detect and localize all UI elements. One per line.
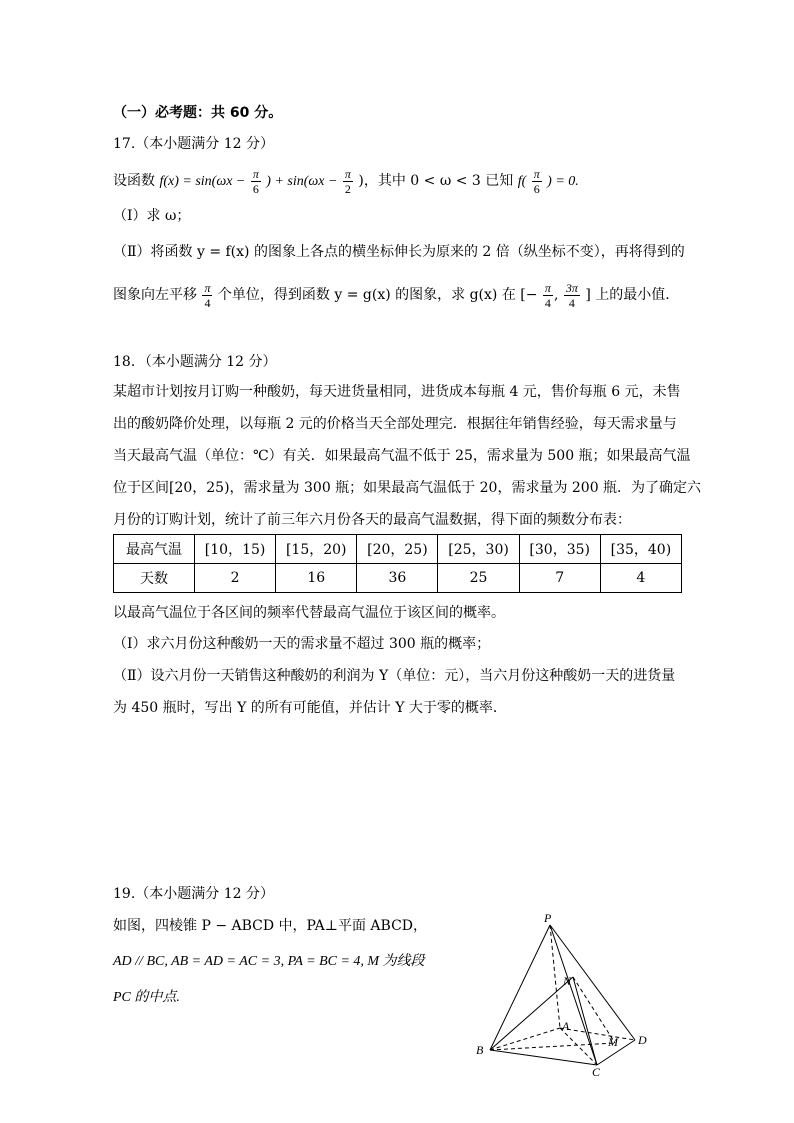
label-m: M — [608, 1035, 618, 1049]
edge-pb — [490, 925, 550, 1050]
interval-cell: [10，15) — [195, 535, 276, 564]
interval-cell: [20，25) — [357, 535, 438, 564]
fraction-pi-over-2: $\frac{\pi}{2}$ — [344, 166, 351, 196]
q19-title: 19.（本小题满分 12 分） — [113, 886, 274, 902]
count-cell: 7 — [519, 564, 600, 593]
q17-stem: 设函数 f(x) = sin(ωx − $\frac{\pi}{6}$ ) + sin(ωx − $\frac{\pi}{2}$ )，其中 0 < ω < 3 已知 f( $\frac{\pi}{6}$ ) = 0. — [113, 166, 579, 196]
table-row — [114, 535, 682, 564]
row-header: 天数 — [114, 564, 195, 593]
count-cell: 4 — [600, 564, 681, 593]
q18-part1: （Ⅰ）求六月份这种酸奶一天的需求量不超过 300 瓶的概率； — [113, 636, 491, 652]
label-b: B — [476, 1043, 484, 1057]
count-cell: 36 — [357, 564, 438, 593]
q18-paragraph-line: 出的酸奶降价处理，以每瓶 2 元的价格当天全部处理完．根据往年销售经验，每天需求量与 — [113, 416, 677, 432]
q19-line1: 如图，四棱锥 P − ABCD 中，PA⊥平面 ABCD， — [113, 918, 428, 934]
edge-bc — [490, 1050, 597, 1065]
fraction-pi-over-4-interval: $\frac{\pi}{4}$ — [544, 280, 551, 310]
segment-bm — [490, 1043, 615, 1050]
table-row — [114, 564, 682, 593]
q18-paragraph-line: 某超市计划按月订购一种酸奶，每天进货量相同，进货成本每瓶 4 元，售价每瓶 6 元，未售 — [113, 384, 681, 400]
pyramid-figure — [470, 910, 660, 1080]
interval-cell: [30，35) — [519, 535, 600, 564]
label-p: P — [544, 911, 552, 925]
interval-cell: [35，40) — [600, 535, 681, 564]
q17-title: 17.（本小题满分 12 分） — [113, 136, 274, 152]
segment-nm — [573, 977, 615, 1043]
row-header: 最高气温 — [114, 535, 195, 564]
q17-part1: （Ⅰ）求 ω； — [113, 208, 191, 224]
count-cell: 16 — [276, 564, 357, 593]
q19-line3: PC 的中点. — [113, 990, 180, 1005]
count-cell: 25 — [438, 564, 519, 593]
fraction-pi-over-6-cond: $\frac{\pi}{6}$ — [533, 166, 540, 196]
interval-cell: [25，30) — [438, 535, 519, 564]
edge-ad — [560, 1028, 635, 1040]
q18-paragraph-line: 当天最高气温（单位：℃）有关．如果最高气温不低于 25，需求量为 500 瓶；如果最高气温 — [113, 448, 691, 464]
label-a: A — [562, 1019, 570, 1033]
q17-part2-line1: （Ⅱ）将函数 y = f(x) 的图象上各点的横坐标伸长为原来的 2 倍（纵坐标不变），再将得到的 — [113, 244, 685, 260]
fraction-pi-over-4: $\frac{\pi}{4}$ — [204, 280, 211, 310]
section-heading: （一）必考题：共 60 分。 — [113, 105, 283, 121]
label-c: C — [592, 1065, 601, 1079]
count-cell: 2 — [195, 564, 276, 593]
q18-paragraph-line: 月份的订购计划，统计了前三年六月份各天的最高气温数据，得下面的频数分布表： — [113, 512, 631, 528]
segment-nc — [573, 977, 597, 1065]
q18-part2-line1: （Ⅱ）设六月份一天销售这种酸奶的利润为 Y（单位：元），当六月份这种酸奶一天的进货量 — [113, 668, 676, 684]
q18-paragraph-line: 位于区间[20，25)，需求量为 300 瓶；如果最高气温低于 20，需求量为 200 瓶．为了确定六 — [113, 480, 702, 496]
fraction-pi-over-6: $\frac{\pi}{6}$ — [252, 166, 259, 196]
q17-part2-line2: 图象向左平移 $\frac{\pi}{4}$ 个单位，得到函数 y = g(x) 的图象，求 g(x) 在 [− $\frac{\pi}{4}$ , $\frac{3\pi}{4}$ ] 上的最小值. — [113, 280, 670, 310]
segment-bn — [490, 977, 573, 1050]
q19-line2: AD // BC, AB = AD = AC = 3, PA = BC = 4, M 为线段 — [113, 954, 425, 969]
label-n: N — [563, 974, 572, 988]
q18-part2-line2: 为 450 瓶时，写出 Y 的所有可能值，并估计 Y 大于零的概率． — [113, 700, 507, 716]
frequency-table — [113, 534, 682, 593]
q18-title: 18．（本小题满分 12 分） — [113, 354, 277, 370]
interval-cell: [15，20) — [276, 535, 357, 564]
fraction-3pi-over-4: $\frac{3\pi}{4}$ — [565, 280, 578, 310]
q18-after-table: 以最高气温位于各区间的频率代替最高气温位于该区间的概率。 — [113, 605, 505, 621]
label-d: D — [638, 1033, 647, 1047]
